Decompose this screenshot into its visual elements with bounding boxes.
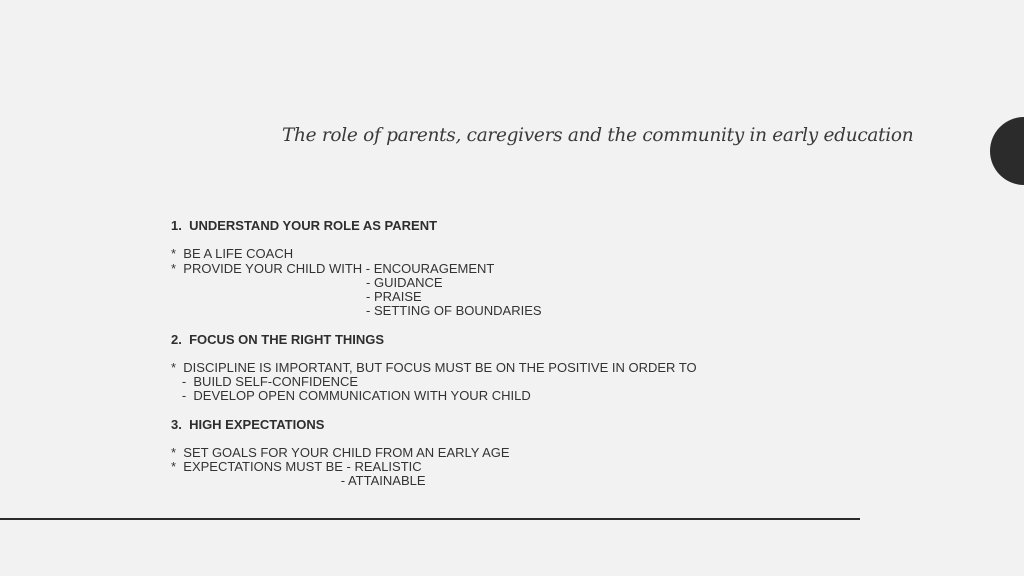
sub-item-line: - BUILD SELF-CONFIDENCE — [171, 374, 359, 390]
section-1 — [171, 219, 697, 318]
bullet-line: * DISCIPLINE IS IMPORTANT, BUT FOCUS MUST BE ON THE POSITIVE IN ORDER TO — [171, 359, 697, 375]
sub-item-line: - PRAISE — [171, 288, 422, 304]
sub-item-line: - SETTING OF BOUNDARIES — [171, 303, 542, 319]
sub-item-line: - GUIDANCE — [171, 274, 443, 290]
section-heading: 2. FOCUS ON THE RIGHT THINGS — [171, 331, 385, 347]
bullet-line: * PROVIDE YOUR CHILD WITH - ENCOURAGEMENT — [171, 260, 495, 276]
bullet-line: * SET GOALS FOR YOUR CHILD FROM AN EARLY AGE — [171, 445, 510, 460]
sub-item-line: - ATTAINABLE — [171, 473, 426, 489]
bullet-line: * BE A LIFE COACH — [171, 246, 294, 262]
decorative-circle — [990, 117, 1024, 185]
slide-title: The role of parents, caregivers and the community in early education — [282, 125, 914, 146]
bottom-divider — [0, 518, 860, 520]
slide-body — [171, 219, 697, 489]
sub-item-line: - DEVELOP OPEN COMMUNICATION WITH YOUR CHILD — [171, 388, 531, 404]
section-3 — [171, 418, 697, 489]
section-heading: 3. HIGH EXPECTATIONS — [171, 416, 325, 432]
section-heading: 1. UNDERSTAND YOUR ROLE AS PARENT — [171, 218, 438, 233]
bullet-line: * EXPECTATIONS MUST BE - REALISTIC — [171, 459, 422, 475]
section-2 — [171, 333, 697, 404]
